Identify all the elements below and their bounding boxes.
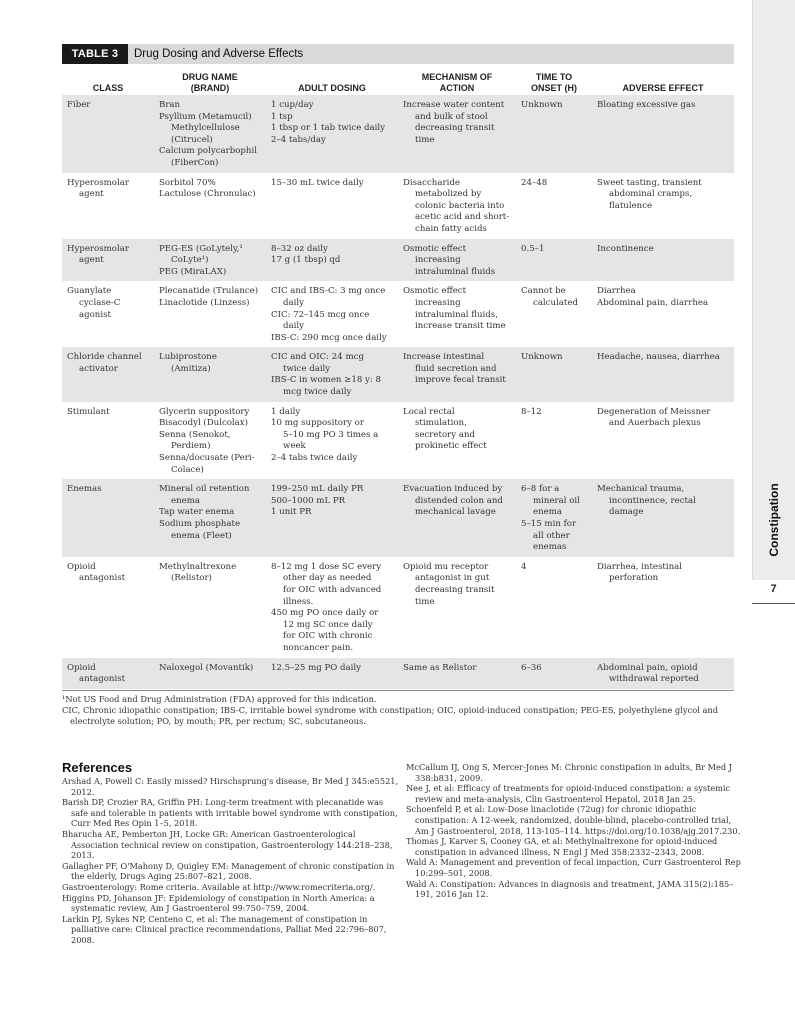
cell-adverse	[592, 173, 734, 239]
cell-line: for OIC with chronic	[283, 631, 373, 642]
cell-line: increasing	[415, 297, 461, 308]
cell-line: Diarrhea	[597, 286, 636, 297]
cell-line: 12.5–25 mg PO daily	[271, 662, 362, 673]
cell-line: daily	[283, 297, 304, 308]
cell-line: 5–10 mg PO 3 times a	[283, 429, 379, 440]
cell-adverse	[592, 95, 734, 173]
cell-dosing	[266, 281, 398, 347]
cell-line: withdrawal reported	[609, 674, 699, 685]
cell-line: 1 tbsp or 1 tab twice daily	[271, 123, 385, 134]
cell-line: Same as Relistor	[403, 662, 477, 673]
cell-line: agent	[79, 189, 104, 200]
cell-line: 2–4 tabs twice daily	[271, 453, 358, 464]
cell-line: metabolized by	[415, 189, 482, 200]
cell-mechanism	[398, 479, 516, 557]
cell-line: Cannot be	[521, 286, 566, 297]
page-number-rule	[752, 603, 795, 604]
cell-mechanism	[398, 658, 516, 689]
cell-line: Plecanatide (Trulance)	[159, 286, 259, 297]
cell-line: Evacuation induced by	[403, 484, 503, 495]
cell-line: Increase water content	[403, 100, 505, 110]
table-row	[62, 479, 734, 557]
cell-line: Mineral oil retention	[159, 484, 250, 495]
cell-line: antagonist	[79, 573, 126, 584]
cell-line: 17 g (1 tbsp) qd	[271, 255, 341, 266]
cell-line: 15–30 mL twice daily	[271, 177, 364, 188]
header-adult-dosing: ADULT DOSING	[298, 82, 366, 93]
cell-line: 1 unit PR	[271, 507, 312, 518]
table-row	[62, 402, 734, 480]
cell-line: Hyperosmolar	[67, 177, 129, 188]
cell-line: week	[283, 441, 306, 452]
cell-line: Glycerin suppository	[159, 406, 250, 417]
cell-line: 24–48	[521, 177, 548, 188]
cell-line: Bran	[159, 100, 181, 110]
cell-line: (FiberCon)	[171, 157, 219, 168]
cell-line: 500–1000 mL PR	[271, 495, 346, 506]
cell-line: 8–32 oz daily	[271, 243, 328, 254]
cell-line: chain fatty acids	[415, 223, 487, 234]
cell-line: illness.	[283, 596, 314, 607]
cell-line: mechanical lavage	[415, 507, 496, 518]
reference-item: Larkin PJ, Sykes NP, Centeno C, et al: The management of constipation in palliative care: Clinical practice recommendations, Palliat Med 22:796–807, 2008.	[62, 913, 387, 945]
cell-line: activator	[79, 363, 118, 374]
cell-line: antagonist in gut	[415, 573, 490, 584]
cell-line: intraluminal fluids	[415, 266, 496, 277]
cell-line: Hyperosmolar	[67, 243, 129, 254]
cell-class	[62, 658, 154, 689]
cell-line: Lactulose (Chronulac)	[159, 189, 256, 200]
cell-line: Chloride channel	[67, 352, 142, 363]
cell-line: increase transit time	[415, 321, 506, 332]
cell-mechanism	[398, 281, 516, 347]
cell-onset	[516, 239, 592, 282]
cell-line: mineral oil	[533, 495, 580, 506]
cell-adverse	[592, 658, 734, 689]
cell-line: Psyllium (Metamucil)	[159, 111, 252, 122]
table-tag: TABLE 3	[62, 44, 128, 64]
cell-line: CIC and OIC: 24 mcg	[271, 352, 364, 363]
reference-item: Barish DP, Crozier RA, Griffin PH: Long-term treatment with plecanatide was safe and tolerable in patients with irritable bowel syndrome with constipation, Curr Med Res Opin 1–5, 2018.	[62, 797, 398, 829]
cell-line: agonist	[79, 309, 111, 320]
cell-line: Disaccharide	[403, 177, 460, 188]
reference-item: Gallagher PF, O'Mahony D, Quigley EM: Management of chronic constipation in the elderly, Drugs Aging 25:807–821, 2008.	[62, 860, 395, 882]
header-adverse-effect: ADVERSE EFFECT	[622, 82, 704, 93]
cell-line: 1 tsp	[271, 111, 293, 122]
cell-line: stimulation,	[415, 418, 467, 429]
cell-line: Opioid	[67, 662, 96, 673]
cell-line: Colace)	[171, 464, 204, 475]
cell-line: Sodium phosphate	[159, 519, 241, 529]
reference-item: Thomas J, Karver S, Cooney GA, et al: Methylnaltrexone for opioid-induced constipation in advanced illness, N Engl J Med 358:2332–2343, 2008.	[406, 836, 718, 857]
references-right-column	[406, 762, 742, 900]
table-row	[62, 239, 734, 282]
cell-line: 6–36	[521, 662, 542, 673]
table-row	[62, 95, 734, 173]
cell-line: CIC: 72–145 mcg once	[271, 309, 370, 320]
cell-line: enema (Fleet)	[171, 530, 232, 541]
cell-line: Naloxegol (Movantik)	[159, 662, 254, 673]
cell-line: 8–12 mg 1 dose SC every	[271, 561, 382, 572]
cell-line: mcg twice daily	[283, 387, 352, 398]
cell-drug	[154, 347, 266, 401]
cell-line: Methylnaltrexone	[159, 561, 237, 572]
cell-line: enema	[533, 507, 562, 518]
cell-line: Bloating excessive gas	[597, 100, 696, 110]
cell-onset	[516, 658, 592, 689]
cell-mechanism	[398, 402, 516, 480]
table-row	[62, 658, 734, 689]
header-class: CLASS	[92, 82, 124, 93]
cell-line: abdominal cramps,	[609, 189, 693, 200]
cell-dosing	[266, 658, 398, 689]
cell-line: Unknown	[521, 352, 563, 363]
cell-line: Linaclotide (Linzess)	[159, 297, 250, 308]
reference-item: Arshad A, Powell C: Easily missed? Hirschsprung's disease, Br Med J 345:e5521, 2012.	[62, 776, 399, 797]
cell-adverse	[592, 557, 734, 658]
cell-line: intraluminal fluids,	[415, 309, 498, 320]
cell-line: Sweet tasting, transient	[597, 177, 702, 188]
cell-line: PEG-ES (GoLytely,¹	[159, 243, 243, 254]
cell-line: agent	[79, 255, 104, 266]
cell-line: CIC and IBS-C: 3 mg once	[271, 286, 386, 297]
cell-line: 450 mg PO once daily or	[271, 608, 379, 619]
cell-class	[62, 479, 154, 557]
cell-line: 199–250 mL daily PR	[271, 484, 364, 495]
reference-item: Nee J, et al: Efficacy of treatments for opioid-induced constipation: a systemic review and meta-analysis, Clin Gastroenterol Hepatol, 2018 Jan 25.	[406, 783, 731, 804]
section-side-label: Constipation	[767, 483, 781, 557]
cell-line: Tap water enema	[159, 507, 235, 518]
cell-line: 1 daily	[271, 406, 301, 417]
cell-adverse	[592, 347, 734, 401]
cell-class	[62, 557, 154, 658]
cell-drug	[154, 402, 266, 480]
table-row	[62, 173, 734, 239]
cell-dosing	[266, 402, 398, 480]
cell-dosing	[266, 95, 398, 173]
cell-line: Senna/docusate (Peri-	[159, 453, 255, 464]
cell-mechanism	[398, 557, 516, 658]
cell-line: Degeneration of Meissner	[597, 406, 711, 417]
cell-line: noncancer pain.	[283, 642, 354, 653]
cell-line: colonic bacteria into	[415, 200, 505, 211]
cell-line: (Citrucel)	[171, 134, 213, 145]
cell-onset	[516, 281, 592, 347]
cell-line: perforation	[609, 573, 659, 584]
reference-item: Wald A: Management and prevention of fecal impaction, Curr Gastroenterol Rep 10:299–501, 2008.	[406, 857, 741, 878]
cell-dosing	[266, 479, 398, 557]
cell-line: enema	[171, 495, 200, 506]
cell-line: daily	[283, 321, 304, 332]
cell-line: 12 mg SC once daily	[283, 619, 373, 630]
cell-drug	[154, 479, 266, 557]
cell-line: and bulk of stool	[415, 111, 488, 122]
cell-line: Abdominal pain, opioid	[597, 662, 698, 673]
cell-line: Headache, nausea, diarrhea	[597, 352, 720, 363]
cell-onset	[516, 557, 592, 658]
cell-dosing	[266, 239, 398, 282]
cell-line: Perdiem)	[171, 441, 211, 452]
cell-line: increasing	[415, 255, 461, 266]
cell-line: incontinence, rectal	[609, 495, 696, 506]
cell-drug	[154, 281, 266, 347]
reference-item: Wald A: Constipation: Advances in diagnosis and treatment, JAMA 315(2):185–191, 2016 Jan 12.	[406, 878, 734, 900]
table-bottom-rule	[62, 690, 734, 691]
cell-onset	[516, 402, 592, 480]
cell-line: twice daily	[283, 363, 331, 374]
cell-line: Senna (Senokot,	[159, 429, 231, 440]
cell-line: Bisacodyl (Dulcolax)	[159, 418, 249, 429]
cell-line: all other	[533, 530, 570, 541]
header-drug-name: DRUG NAME (BRAND)	[182, 72, 238, 93]
cell-dosing	[266, 557, 398, 658]
cell-line: 4	[521, 561, 527, 572]
abbreviations-note: CIC, Chronic idiopathic constipation; IBS-C, irritable bowel syndrome with constipation; OIC, opioid-induced constipation; PEG-ES, polyethylene glycol and electrolyte solution; PO, by mouth; PR, per rectum; SC, subcutaneous.	[62, 705, 719, 726]
cell-drug	[154, 557, 266, 658]
drug-dosing-table	[62, 67, 734, 689]
cell-line: enemas	[533, 542, 567, 553]
cell-line: other day as needed	[283, 573, 372, 584]
cell-class	[62, 402, 154, 480]
cell-class	[62, 239, 154, 282]
cell-line: CoLyte¹)	[171, 255, 209, 266]
cell-line: Guanylate	[67, 286, 112, 297]
cell-drug	[154, 95, 266, 173]
cell-line: Fiber	[67, 100, 91, 110]
cell-line: acetic acid and short-	[415, 212, 510, 223]
cell-line: Osmotic effect	[403, 286, 467, 297]
cell-line: 8–12	[521, 406, 542, 417]
cell-line: Incontinence	[597, 243, 654, 254]
cell-line: Enemas	[67, 484, 102, 495]
table-header-row	[62, 67, 734, 95]
cell-adverse	[592, 281, 734, 347]
cell-line: 1 cup/day	[271, 100, 314, 110]
cell-line: (Relistor)	[171, 573, 212, 584]
cell-line: Opioid	[67, 561, 96, 572]
reference-item: Bharucha AE, Pemberton JH, Locke GR: American Gastroenterological Association technical review on constipation, Gastroenterology 144:218–238, 2013.	[62, 828, 393, 861]
cell-line: decreasing transit	[415, 584, 495, 595]
cell-line: Abdominal pain, diarrhea	[597, 297, 709, 308]
cell-line: antagonist	[79, 674, 126, 685]
cell-line: for OIC with advanced	[283, 584, 382, 595]
reference-item: Schoenfeld P, et al: Low-Dose linaclotide (72ug) for chronic idiopathic constipation: A 12-week, randomized, double-blind, placebo-controlled trial, Am J Gastroenterol, 2018, 113-105–114. https://doi.org/10.1038/ajg.2017.230.	[406, 804, 741, 836]
table-row	[62, 281, 734, 347]
cell-line: Mechanical trauma,	[597, 484, 685, 495]
cell-adverse	[592, 479, 734, 557]
cell-line: distended colon and	[415, 495, 503, 506]
cell-line: Osmotic effect	[403, 243, 467, 254]
cell-line: IBS-C: 290 mcg once daily	[271, 332, 387, 343]
cell-adverse	[592, 402, 734, 480]
reference-item: Higgins PD, Johanson JF: Epidemiology of constipation in North America: a systematic review, Am J Gastroenterol 99:750–759, 2004.	[62, 892, 375, 914]
cell-line: Calcium polycarbophil	[159, 146, 257, 157]
cell-line: 0.5–1	[521, 243, 545, 254]
cell-line: fluid secretion and	[415, 363, 497, 374]
header-mechanism: MECHANISM OF ACTION	[421, 72, 493, 93]
cell-dosing	[266, 347, 398, 401]
cell-line: time	[415, 596, 435, 607]
cell-onset	[516, 173, 592, 239]
cell-drug	[154, 239, 266, 282]
cell-mechanism	[398, 347, 516, 401]
cell-line: 2–4 tabs/day	[271, 134, 326, 145]
cell-line: 5–15 min for	[521, 519, 577, 529]
table-notes	[62, 694, 742, 727]
cell-class	[62, 281, 154, 347]
cell-line: Opioid mu receptor	[403, 561, 489, 572]
cell-line: Unknown	[521, 100, 563, 110]
cell-mechanism	[398, 239, 516, 282]
cell-line: Sorbitol 70%	[159, 177, 216, 188]
cell-adverse	[592, 239, 734, 282]
cell-line: improve fecal transit	[415, 375, 506, 386]
cell-line: Methylcellulose	[171, 123, 240, 134]
cell-mechanism	[398, 173, 516, 239]
cell-dosing	[266, 173, 398, 239]
cell-line: (Amitiza)	[171, 363, 211, 374]
cell-line: PEG (MiraLAX)	[159, 266, 227, 277]
cell-line: prokinetic effect	[415, 441, 487, 452]
cell-line: Lubiprostone	[159, 352, 217, 363]
cell-drug	[154, 658, 266, 689]
page-number: 7	[770, 583, 777, 595]
header-onset: TIME TO ONSET (H)	[531, 72, 577, 93]
cell-line: 6–8 for a	[521, 484, 560, 495]
cell-class	[62, 95, 154, 173]
cell-line: damage	[609, 507, 644, 518]
reference-item: McCallum IJ, Ong S, Mercer-Jones M: Chronic constipation in adults, Br Med J 338:b831, 2009.	[406, 762, 733, 783]
cell-line: cyclase-C	[79, 297, 121, 308]
cell-class	[62, 173, 154, 239]
cell-onset	[516, 479, 592, 557]
table-title: Drug Dosing and Adverse Effects	[134, 48, 304, 60]
cell-class	[62, 347, 154, 401]
cell-line: time	[415, 134, 435, 145]
cell-line: IBS-C in women ≥18 y: 8	[271, 375, 381, 386]
cell-onset	[516, 95, 592, 173]
cell-line: and Auerbach plexus	[609, 418, 701, 429]
footnote: ¹Not US Food and Drug Administration (FDA) approved for this indication.	[62, 694, 377, 704]
references-heading: References	[62, 760, 133, 775]
cell-line: Local rectal	[403, 406, 455, 417]
references-left-column	[62, 776, 400, 946]
reference-item: Gastroenterology: Rome criteria. Available at http://www.romecriteria.org/.	[62, 881, 376, 892]
cell-line: secretory and	[415, 429, 475, 440]
cell-line: flatulence	[609, 200, 653, 211]
cell-line: decreasing transit	[415, 123, 495, 134]
cell-line: Stimulant	[67, 406, 110, 417]
cell-line: Diarrhea, intestinal	[597, 561, 683, 572]
cell-onset	[516, 347, 592, 401]
cell-line: calculated	[533, 297, 578, 308]
table-row	[62, 347, 734, 401]
cell-line: 10 mg suppository or	[271, 418, 364, 429]
cell-mechanism	[398, 95, 516, 173]
table-row	[62, 557, 734, 658]
cell-line: Increase intestinal	[403, 352, 485, 363]
cell-drug	[154, 173, 266, 239]
